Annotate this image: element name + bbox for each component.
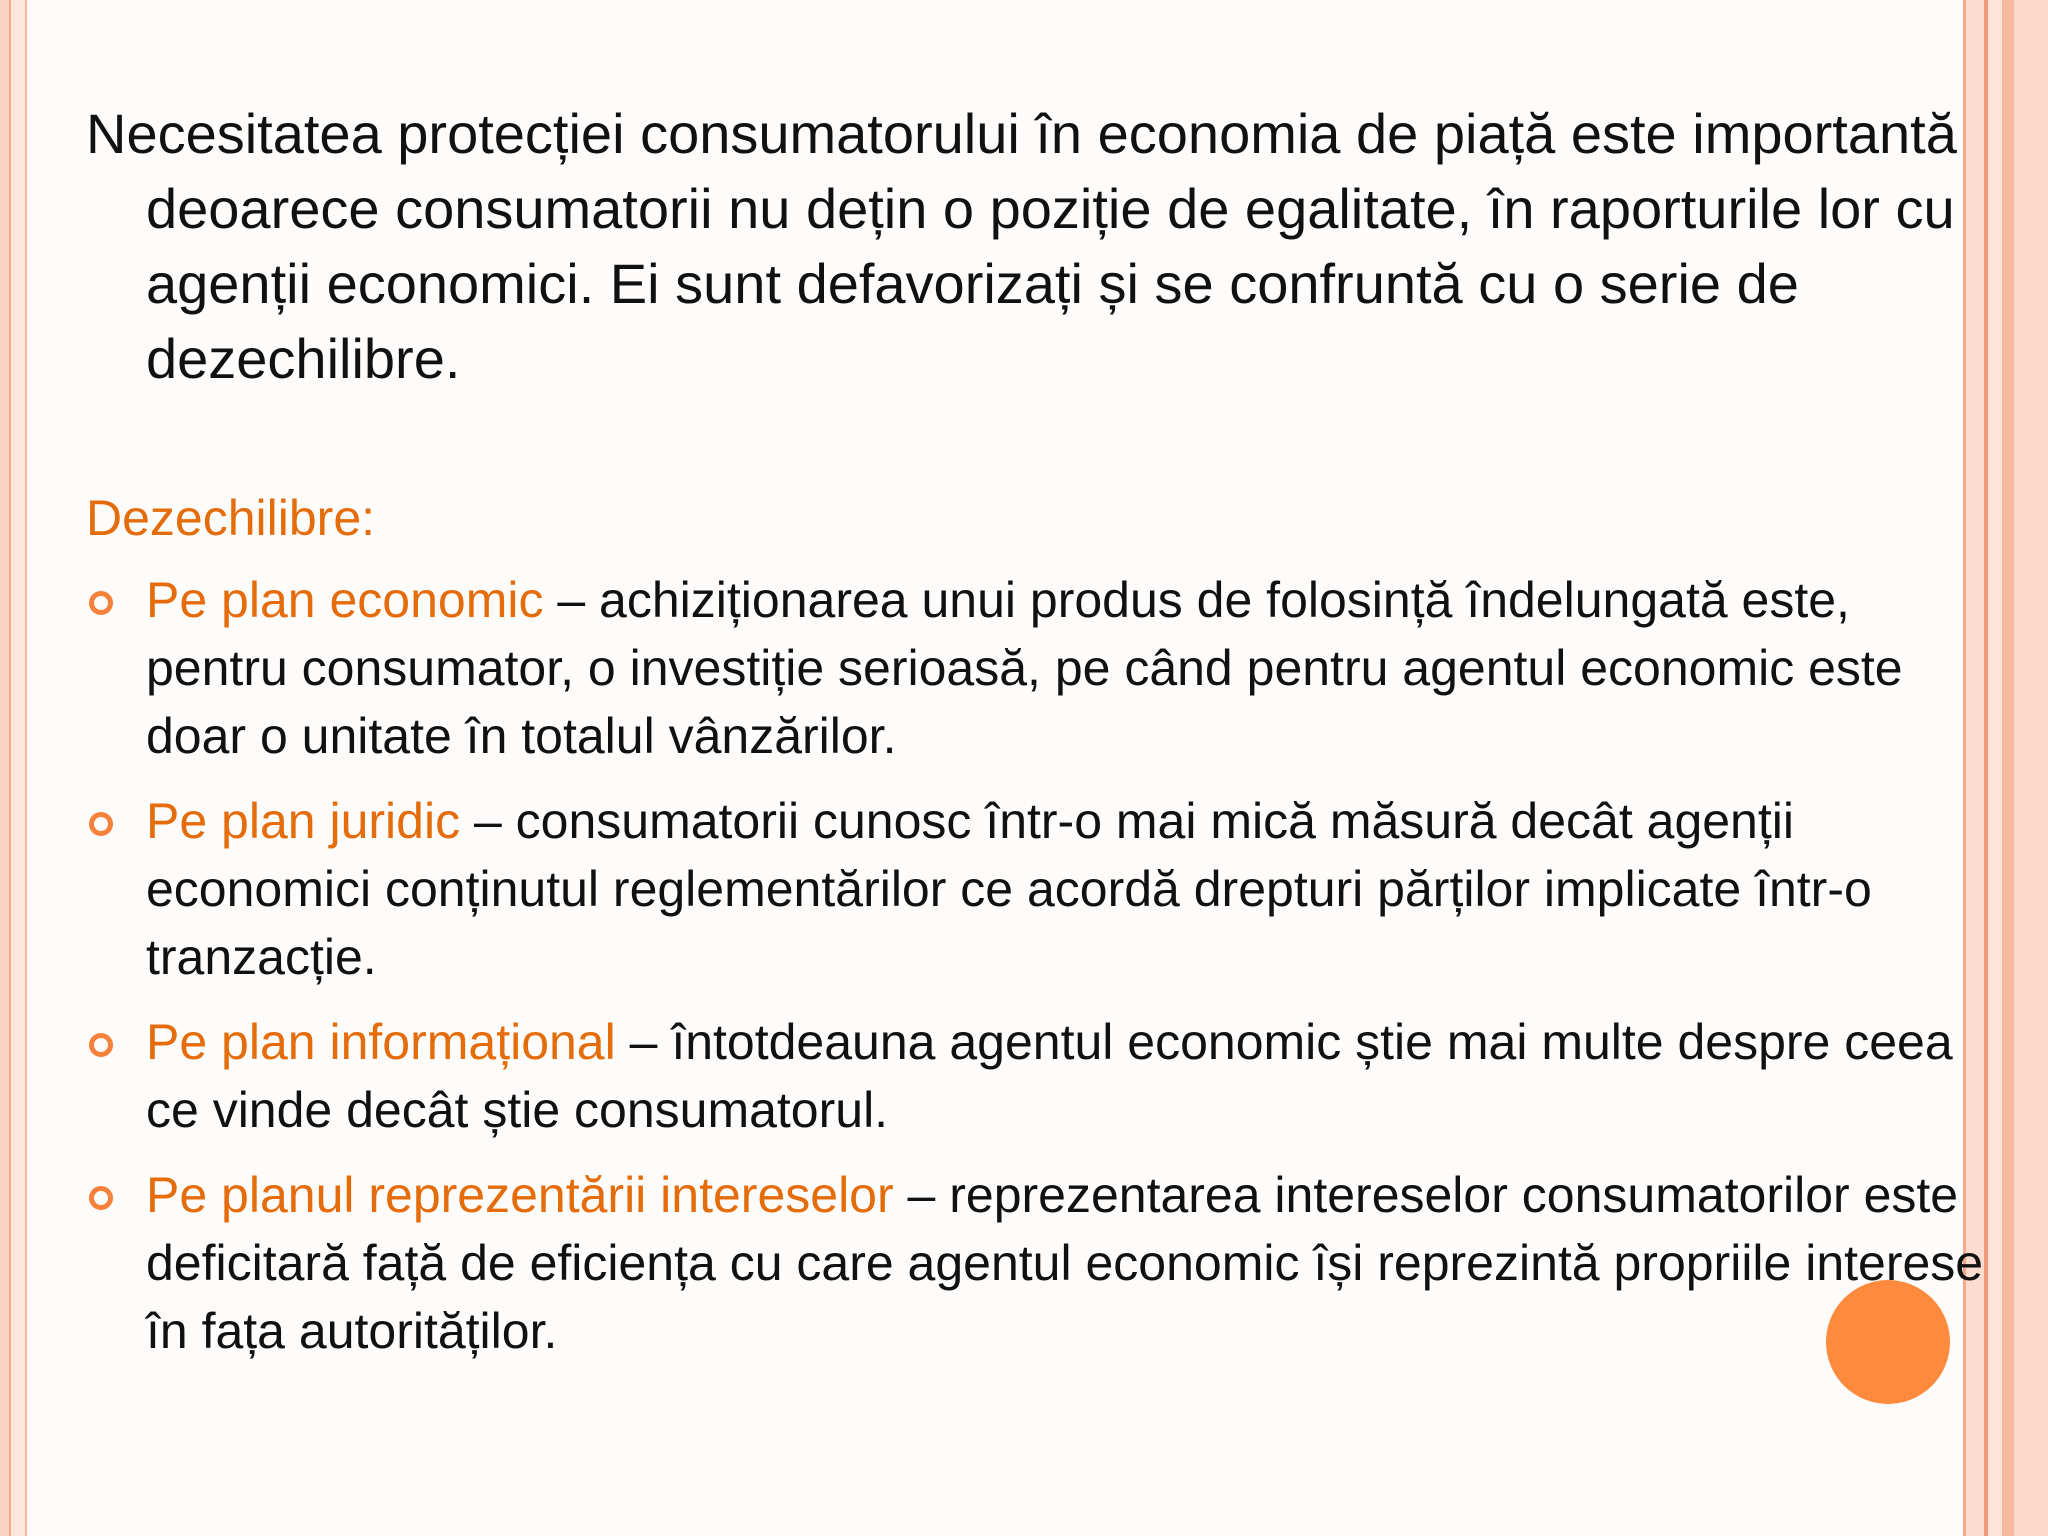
item-text: – reprezentarea intereselor consumatorilor este deficitară față de eficiența cu care agentul economic își reprezintă propriile interese în fața autorităților. [146, 1167, 1984, 1359]
left-border-stripe [11, 0, 25, 1536]
item-text: – achiziționarea unui produs de folosință îndelungată este, pentru consumator, o investiție serioasă, pe când pentru agentul economic este doar o unitate în totalul vânzărilor. [146, 572, 1903, 764]
item-text: – întotdeauna agentul economic știe mai multe despre ceea ce vinde decât știe consumatorul. [146, 1014, 1953, 1138]
item-term: Pe plan juridic [146, 793, 461, 849]
list-item [86, 566, 1996, 770]
bullet-icon [89, 591, 113, 615]
item-term: Pe planul reprezentării intereselor [146, 1167, 894, 1223]
list-item [86, 1161, 1996, 1365]
right-border-stripe [2002, 0, 2014, 1536]
list-item [86, 1008, 1996, 1144]
item-term: Pe plan economic [146, 572, 544, 628]
bullet-icon [89, 1033, 113, 1057]
bullet-icon [89, 1186, 113, 1210]
item-text: – consumatorii cunosc într-o mai mică măsură decât agenții economici conținutul reglementărilor ce acordă drepturi părților implicate într-o tranzacție. [146, 793, 1872, 985]
item-term: Pe plan informațional [146, 1014, 616, 1070]
bullet-icon [89, 812, 113, 836]
slide-content [86, 96, 1984, 1382]
intro-paragraph: Necesitatea protecției consumatorului în economia de piață este importantă deoarece consumatorii nu dețin o poziție de egalitate, în raporturile lor cu agenții economici. Ei sunt defavorizați și se confruntă cu o serie de dezechilibre. [86, 102, 1957, 390]
left-border-stripe [25, 0, 27, 1536]
right-border-stripe [2014, 0, 2048, 1536]
section-label: Dezechilibre: [86, 490, 376, 546]
list-item [86, 787, 1996, 991]
imbalance-list [86, 566, 1984, 1365]
left-border-stripe [0, 0, 9, 1536]
